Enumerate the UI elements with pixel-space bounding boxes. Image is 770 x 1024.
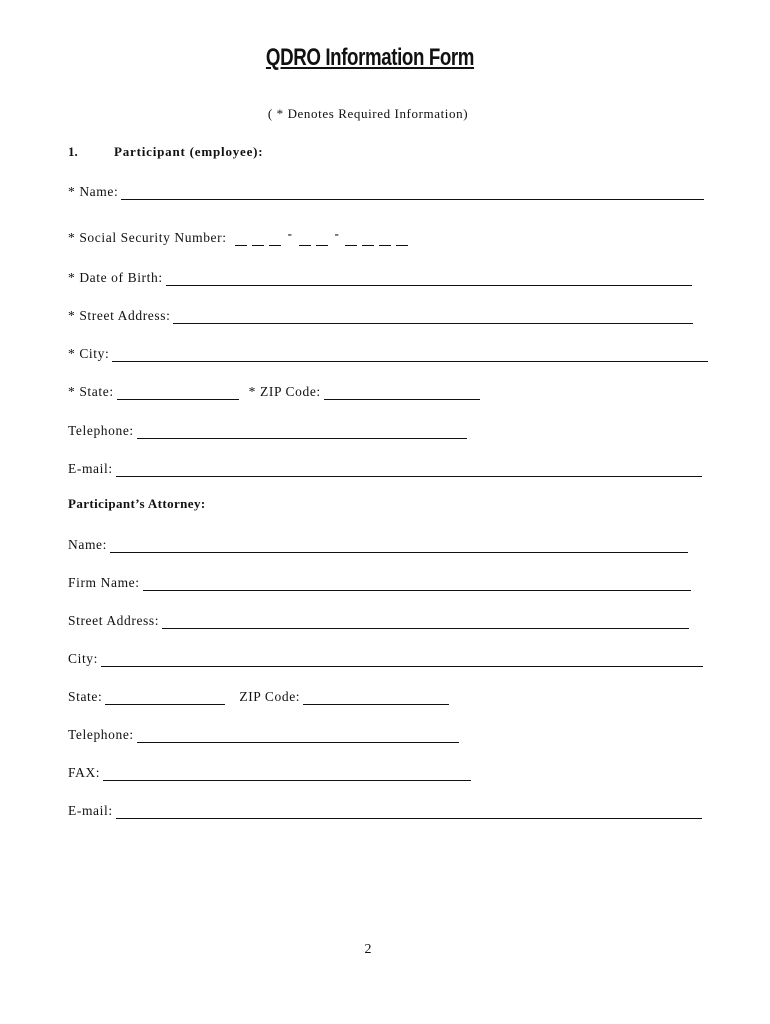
participant-state-field[interactable] <box>117 387 239 400</box>
attorney-street-label: Street Address: <box>68 613 160 628</box>
participant-state-label: * State: <box>68 384 114 399</box>
attorney-telephone-label: Telephone: <box>68 727 134 742</box>
attorney-city-label: City: <box>68 651 99 666</box>
participant-ssn-label: * Social Security Number: <box>68 230 227 245</box>
attorney-firm-label: Firm Name: <box>68 575 140 590</box>
participant-city-row <box>68 342 708 362</box>
attorney-email-label: E-mail: <box>68 803 113 818</box>
attorney-city-row <box>68 647 703 667</box>
attorney-fax-label: FAX: <box>68 765 101 780</box>
participant-street-row <box>68 304 693 324</box>
attorney-zip-field[interactable] <box>303 692 449 705</box>
attorney-name-label: Name: <box>68 537 107 552</box>
section-title-attorney: Participant’s Attorney: <box>68 496 206 511</box>
participant-street-label: * Street Address: <box>68 308 171 323</box>
participant-name-field[interactable] <box>121 187 704 200</box>
participant-city-field[interactable] <box>112 349 708 362</box>
required-note: ( * Denotes Required Information) <box>267 106 469 121</box>
attorney-firm-row <box>68 571 691 591</box>
attorney-street-row <box>68 609 689 629</box>
participant-name-row <box>68 180 704 200</box>
page-number: 2 <box>364 942 372 957</box>
attorney-zip-label: ZIP Code: <box>239 689 301 704</box>
participant-name-label: * Name: <box>68 184 119 199</box>
form-title: QDRO Information Form <box>265 44 475 71</box>
participant-street-field[interactable] <box>173 311 693 324</box>
attorney-city-field[interactable] <box>101 654 703 667</box>
participant-dob-field[interactable] <box>166 273 692 286</box>
attorney-firm-field[interactable] <box>143 578 691 591</box>
attorney-state-label: State: <box>68 689 103 704</box>
attorney-state-zip-row <box>68 685 449 705</box>
participant-email-field[interactable] <box>116 464 702 477</box>
participant-zip-label: * ZIP Code: <box>248 384 321 399</box>
participant-email-label: E-mail: <box>68 461 113 476</box>
participant-zip-field[interactable] <box>324 387 480 400</box>
participant-city-label: * City: <box>68 346 110 361</box>
participant-state-zip-row <box>68 380 480 400</box>
attorney-fax-row <box>68 761 471 781</box>
attorney-name-row <box>68 533 688 553</box>
participant-ssn-field[interactable]: - - <box>235 230 414 246</box>
attorney-email-field[interactable] <box>116 806 702 819</box>
attorney-telephone-field[interactable] <box>137 730 459 743</box>
participant-dob-label: * Date of Birth: <box>68 270 163 285</box>
attorney-state-field[interactable] <box>105 692 225 705</box>
section-number: 1. <box>68 144 78 159</box>
attorney-telephone-row <box>68 723 459 743</box>
attorney-name-field[interactable] <box>110 540 688 553</box>
participant-telephone-row <box>68 419 467 439</box>
participant-telephone-label: Telephone: <box>68 423 134 438</box>
participant-dob-row <box>68 266 692 286</box>
attorney-email-row <box>68 799 702 819</box>
attorney-fax-field[interactable] <box>103 768 471 781</box>
attorney-street-field[interactable] <box>162 616 689 629</box>
participant-email-row <box>68 457 702 477</box>
participant-ssn-row <box>68 226 413 246</box>
section-title-participant: Participant (employee): <box>114 144 264 159</box>
participant-telephone-field[interactable] <box>137 426 467 439</box>
